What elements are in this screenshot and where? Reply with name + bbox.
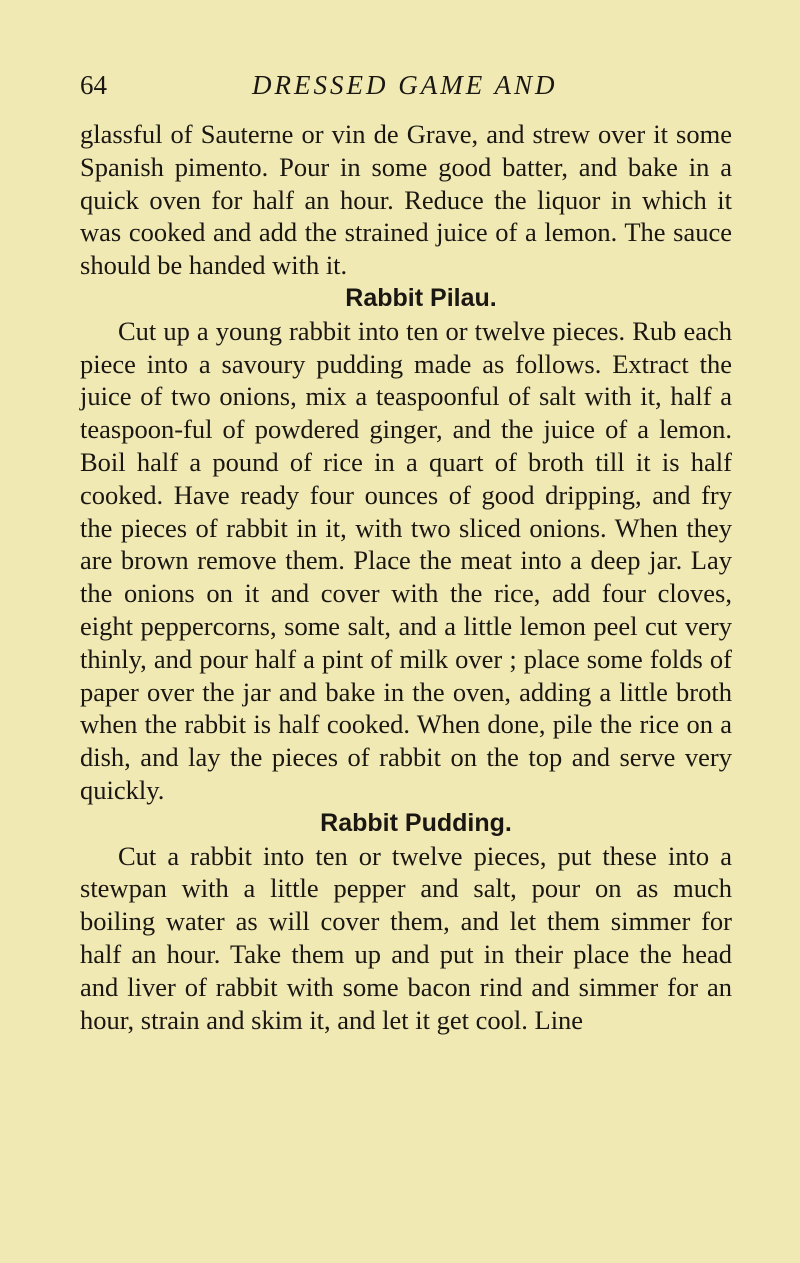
rabbit-pudding-heading: Rabbit Pudding. [320,808,512,837]
rabbit-pilau-heading: Rabbit Pilau. [345,283,497,312]
page-header [0,66,800,106]
page-number: 64 [80,70,107,100]
continuation-paragraph: glassful of Sauterne or vin de Grave, and strew over it some Spanish pimento. Pour in some good batter, and bake in a quick oven for half an hour. Reduce the liquor in which it was cooked and add the strained juice of a lemon. The sauce should be handed with it. [80,119,732,281]
page-body [80,118,732,1036]
rabbit-pudding-paragraph: Cut a rabbit into ten or twelve pieces, put these into a stewpan with a little pepper and salt, pour on as much boiling water as will cover them, and let them simmer for half an hour. Take them up and put in their place the head and liver of rabbit with some bacon rind and simmer for an hour, strain and skim it, and let it get cool. Line [80,840,732,1035]
running-title: DRESSED GAME AND [252,70,558,100]
rabbit-pilau-paragraph: Cut up a young rabbit into ten or twelve pieces. Rub each piece into a savoury pudding made as follows. Extract the juice of two onions, mix a teaspoonful of salt with it, half a teaspoon-ful of powdered ginger, and the juice of a lemon. Boil half a pound of rice in a quart of broth till it is half cooked. Have ready four ounces of good dripping, and fry the pieces of rabbit in it, with two sliced onions. When they are brown remove them. Place the meat into a deep jar. Lay the onions on it and cover with the rice, add four cloves, eight peppercorns, some salt, and a little lemon peel cut very thinly, and pour half a pint of milk over ; place some folds of paper over the jar and bake in the oven, adding a little broth when the rabbit is half cooked. When done, pile the rice on a dish, and lay the pieces of rabbit on the top and serve very quickly. [80,315,732,805]
